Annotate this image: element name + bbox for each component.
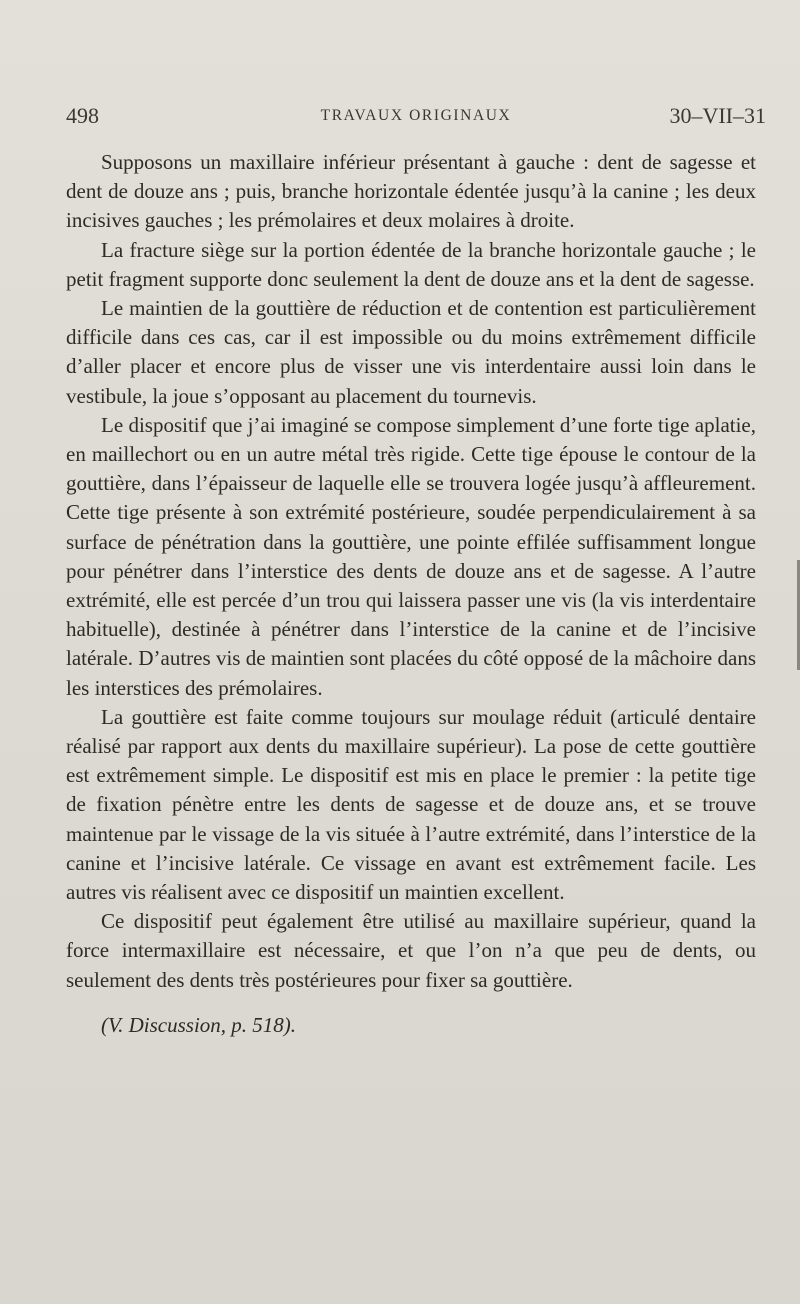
paragraph: Supposons un maxillaire inférieur présentant à gauche : dent de sagesse et dent de douze ans ; puis, branche horizontale édentée jusqu’à la canine ; les deux incisives gauches ; les prémolaires et deux molaires à droite. [66, 150, 756, 233]
running-title: TRAVAUX ORIGINAUX [320, 107, 512, 124]
date-reference: 30–VII–31 [669, 103, 766, 128]
paragraph: Le dispositif que j’ai imaginé se compose simplement d’une forte tige aplatie, en maillechort ou en un autre métal très rigide. Cette tige épouse le contour de la gouttière, dans l’épaisseur de laquelle elle se trouvera logée jusqu’à affleurement. Cette tige présente à son extrémité postérieure, soudée perpendiculairement à sa surface de pénétration dans la gouttière, une pointe effilée suffisamment longue pour pénétrer dans l’interstice des dents de douze ans et de sagesse. A l’autre extrémité, elle est percée d’un trou qui laissera passer une vis (la vis interdentaire habituelle), destinée à pénétrer dans l’interstice de la canine et de l’incisive latérale. D’autres vis de maintien sont placées du côté opposé de la mâchoire dans les interstices des prémolaires. [66, 412, 756, 700]
paragraph: Ce dispositif peut également être utilisé au maxillaire supérieur, quand la force intermaxillaire est nécessaire, et que l’on n’a que peu de dents, ou seulement des dents très postérieures pour fixer sa gouttière. [66, 909, 756, 992]
paragraph: La gouttière est faite comme toujours sur moulage réduit (articulé dentaire réalisé par rapport aux dents du maxillaire supérieur). La pose de cette gouttière est extrêmement simple. Le dispositif est mis en place le premier : la petite tige de fixation pénètre entre les dents de sagesse et de douze ans, et se trouve maintenue par le vissage de la vis située à l’autre extrémité, dans l’interstice de la canine et l’incisive latérale. Ce vissage en avant est extrêmement facile. Les autres vis réalisent avec ce dispositif un maintien excellent. [66, 704, 756, 905]
article-body [66, 148, 756, 1040]
discussion-reference: (V. Discussion, p. 518). [101, 1012, 297, 1037]
page-number: 498 [66, 103, 99, 128]
page-header [66, 101, 766, 131]
paragraph: La fracture siège sur la portion édentée de la branche horizontale gauche ; le petit fragment supporte donc seulement la dent de douze ans et la dent de sagesse. [66, 237, 756, 291]
paragraph: Le maintien de la gouttière de réduction et de contention est particulièrement difficile dans ces cas, car il est impossible ou du moins extrêmement difficile d’aller placer et encore plus de visser une vis interdentaire aussi loin dans le vestibule, la joue s’opposant au placement du tournevis. [66, 296, 756, 408]
